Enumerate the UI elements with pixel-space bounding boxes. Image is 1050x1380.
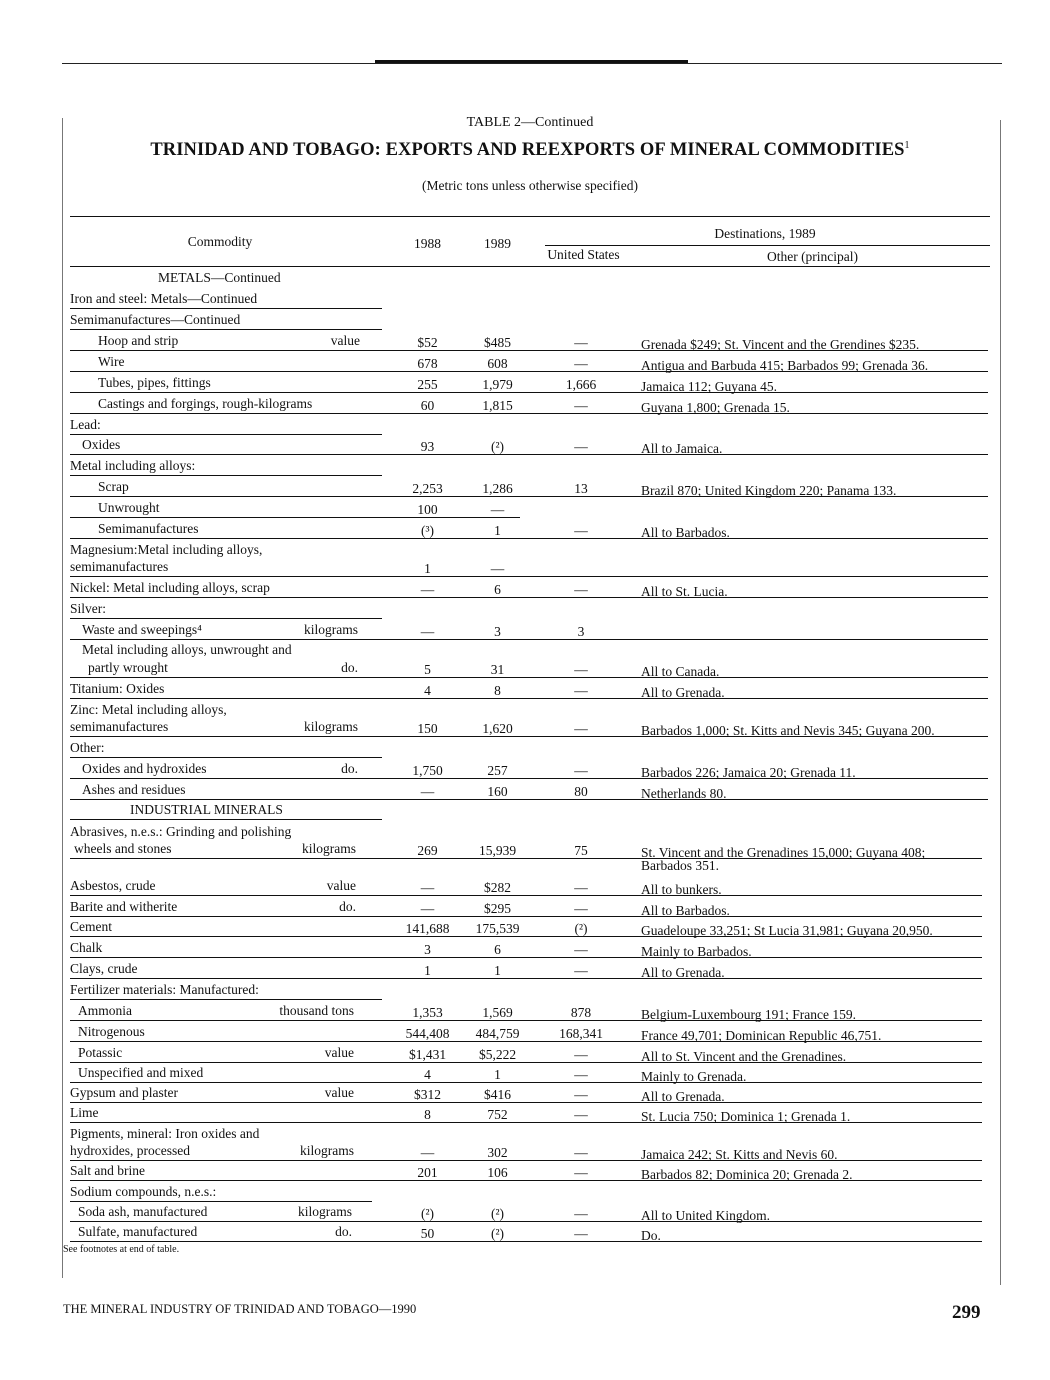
value-1988: (³) <box>420 523 435 538</box>
value-1988: 1,750 <box>412 763 443 778</box>
value-1988: $1,431 <box>408 1047 447 1062</box>
value-1988: 60 <box>420 398 435 413</box>
commodity-label: Unwrought <box>98 500 160 515</box>
value-1989: 8 <box>494 683 501 698</box>
table-row <box>0 454 1050 475</box>
value-other-principal: Brazil 870; United Kingdom 220; Panama 133. <box>641 483 897 498</box>
value-1988: 100 <box>417 502 438 517</box>
value-1989: 106 <box>487 1165 508 1180</box>
commodity-label: Nickel: Metal including alloys, scrap <box>70 580 270 595</box>
footnote-note: See footnotes at end of table. <box>63 1244 180 1255</box>
commodity-label: Barite and witherite <box>70 899 178 914</box>
value-1989: 1,815 <box>482 398 513 413</box>
value-1989: 15,939 <box>478 843 517 858</box>
table-row <box>0 287 1050 308</box>
value-1989: 752 <box>487 1107 508 1122</box>
commodity-label: semimanufactures <box>70 719 169 734</box>
value-united-states: 80 <box>574 784 588 799</box>
unit-label: do. <box>341 761 358 776</box>
value-other-principal: Barbados 351. <box>641 858 719 873</box>
value-1989: $295 <box>484 901 511 916</box>
commodity-label: semimanufactures <box>70 559 169 574</box>
header-united-states: United States <box>547 247 620 262</box>
value-united-states: (²) <box>574 921 588 936</box>
value-other-principal: All to Jamaica. <box>641 441 723 456</box>
value-other-principal: All to Grenada. <box>641 965 725 980</box>
commodity-label: Asbestos, crude <box>70 878 156 893</box>
table-row <box>0 798 1050 819</box>
commodity-label: Castings and forgings, rough-kilograms <box>98 396 313 411</box>
value-1988: 678 <box>417 356 438 371</box>
table-row <box>0 1159 1050 1180</box>
table-row <box>0 308 1050 329</box>
commodity-label: partly wrought <box>88 660 168 675</box>
unit-label: kilograms <box>304 622 358 637</box>
value-1989: $5,222 <box>478 1047 517 1062</box>
table-row <box>0 957 1050 978</box>
unit-label: do. <box>339 899 356 914</box>
commodity-label: Zinc: Metal including alloys, <box>70 702 227 717</box>
commodity-label: Potassic <box>78 1045 123 1060</box>
value-united-states: — <box>574 1165 588 1180</box>
commodity-label: Sulfate, manufactured <box>78 1224 198 1239</box>
commodity-label: Abrasives, n.e.s.: Grinding and polishing <box>70 824 292 839</box>
commodity-label: Semimanufactures <box>98 521 199 536</box>
value-1988: $52 <box>417 335 438 350</box>
value-1989: (²) <box>490 1226 505 1241</box>
table-row <box>0 475 1050 496</box>
value-other-principal: All to St. Lucia. <box>641 584 728 599</box>
commodity-label: INDUSTRIAL MINERALS <box>130 802 283 817</box>
table-row <box>0 1081 1050 1102</box>
value-1989: — <box>490 561 505 576</box>
table-row <box>0 778 1050 799</box>
value-other-principal: Belgium-Luxembourg 191; France 159. <box>641 1007 856 1022</box>
table-row <box>0 1020 1050 1041</box>
value-united-states: — <box>574 1206 588 1221</box>
value-1989: 608 <box>487 356 508 371</box>
top-thick-rule <box>375 60 688 63</box>
value-1989: $416 <box>484 1087 511 1102</box>
value-other-principal: All to United Kingdom. <box>641 1208 770 1223</box>
commodity-label: Oxides and hydroxides <box>82 761 207 776</box>
header-destinations: Destinations, 1989 <box>714 226 816 241</box>
value-united-states: — <box>574 942 588 957</box>
value-united-states: — <box>574 721 588 736</box>
value-other-principal: Do. <box>641 1228 661 1243</box>
value-1988: $312 <box>414 1087 441 1102</box>
commodity-label: Lead: <box>70 417 101 432</box>
table-row <box>0 329 1050 350</box>
commodity-label: Ammonia <box>78 1003 132 1018</box>
table-row <box>0 597 1050 618</box>
footer-title: THE MINERAL INDUSTRY OF TRINIDAD AND TOBAGO—1990 <box>63 1302 417 1316</box>
title-footnote-mark: 1 <box>904 140 910 151</box>
table-row <box>0 895 1050 916</box>
commodity-label: METALS—Continued <box>158 270 281 285</box>
value-1989: 257 <box>487 763 508 778</box>
value-united-states: — <box>574 439 588 454</box>
table-row <box>0 936 1050 957</box>
value-other-principal: Grenada $249; St. Vincent and the Grendines $235. <box>641 337 920 352</box>
value-1988: 201 <box>417 1165 438 1180</box>
row-rule <box>70 1241 982 1242</box>
value-other-principal: Barbados 1,000; St. Kitts and Nevis 345; Guyana 200. <box>641 723 935 738</box>
value-1989: 484,759 <box>475 1026 520 1041</box>
value-1988: — <box>420 582 435 597</box>
table-row <box>0 837 1050 858</box>
table-row <box>0 1180 1050 1201</box>
table-row <box>0 266 1050 287</box>
value-1988: 1 <box>424 561 431 576</box>
unit-label: kilograms <box>300 1143 354 1158</box>
value-1989: 1 <box>494 523 501 538</box>
value-1989: 1,569 <box>482 1005 513 1020</box>
header-commodity: Commodity <box>187 234 253 249</box>
value-united-states: 75 <box>574 843 588 858</box>
value-1988: 544,408 <box>405 1026 450 1041</box>
commodity-label: Metal including alloys, unwrought and <box>82 642 292 657</box>
value-other-principal: All to Barbados. <box>641 525 730 540</box>
unit-label: kilograms <box>304 719 358 734</box>
commodity-label: Pigments, mineral: Iron oxides and <box>70 1126 260 1141</box>
value-1989: 1,979 <box>482 377 513 392</box>
top-rule <box>62 63 1002 64</box>
value-other-principal: Mainly to Barbados. <box>641 944 752 959</box>
header-1988: 1988 <box>414 236 441 251</box>
value-other-principal: Netherlands 80. <box>641 786 727 801</box>
table-row <box>0 656 1050 677</box>
table-subtitle: (Metric tons unless otherwise specified) <box>422 178 638 193</box>
table-row <box>0 874 1050 895</box>
table-row <box>0 413 1050 434</box>
commodity-label: Clays, crude <box>70 961 138 976</box>
commodity-label: Hoop and strip <box>98 333 179 348</box>
value-united-states: — <box>574 1067 588 1082</box>
value-1988: 269 <box>417 843 438 858</box>
value-1988: 4 <box>424 1067 431 1082</box>
value-1988: 93 <box>420 439 435 454</box>
value-united-states: — <box>574 662 588 677</box>
table-row <box>0 1101 1050 1122</box>
commodity-label: Wire <box>98 354 125 369</box>
unit-label: thousand tons <box>279 1003 354 1018</box>
value-other-principal: Mainly to Grenada. <box>641 1069 747 1084</box>
table-row <box>0 576 1050 597</box>
table-row <box>0 1061 1050 1082</box>
unit-label: value <box>330 333 360 348</box>
value-united-states: — <box>574 335 588 350</box>
value-1989: 6 <box>494 582 501 597</box>
commodity-label: Unspecified and mixed <box>78 1065 204 1080</box>
value-other-principal: Barbados 82; Dominica 20; Grenada 2. <box>641 1167 853 1182</box>
value-other-principal: St. Vincent and the Grenadines 15,000; Guyana 408; <box>641 845 926 860</box>
commodity-label: Lime <box>70 1105 99 1120</box>
value-united-states: 878 <box>570 1005 592 1020</box>
value-1988: 8 <box>424 1107 431 1122</box>
value-united-states: 3 <box>577 624 585 639</box>
value-other-principal: Guadeloupe 33,251; St Lucia 31,981; Guyana 20,950. <box>641 923 933 938</box>
commodity-label: Cement <box>70 919 112 934</box>
value-1988: (²) <box>420 1206 435 1221</box>
value-1989: 1 <box>494 963 501 978</box>
value-1988: 1,353 <box>412 1005 443 1020</box>
value-1989: 1 <box>494 1067 501 1082</box>
value-united-states: — <box>574 963 588 978</box>
value-1989: (²) <box>490 1206 505 1221</box>
value-united-states: — <box>574 398 588 413</box>
table-row <box>0 677 1050 698</box>
header-1989: 1989 <box>484 236 511 251</box>
table-row <box>0 517 1050 538</box>
header-destinations-rule <box>545 245 990 246</box>
value-united-states: 1,666 <box>565 377 597 392</box>
value-united-states: — <box>574 1145 588 1160</box>
commodity-label: Ashes and residues <box>82 782 186 797</box>
unit-label: value <box>324 1085 354 1100</box>
header-other-principal: Other (principal) <box>766 249 859 264</box>
value-united-states: — <box>574 582 588 597</box>
value-other-principal: France 49,701; Dominican Republic 46,751. <box>641 1028 882 1043</box>
value-other-principal: Jamaica 242; St. Kitts and Nevis 60. <box>641 1147 838 1162</box>
unit-label: do. <box>335 1224 352 1239</box>
commodity-label: Iron and steel: Metals—Continued <box>70 291 258 306</box>
value-1988: — <box>420 784 435 799</box>
table-row <box>0 736 1050 757</box>
commodity-label: Waste and sweepings⁴ <box>82 622 202 637</box>
value-1988: 150 <box>417 721 438 736</box>
table-row <box>0 1220 1050 1241</box>
header-top-rule <box>70 216 990 217</box>
value-1988: 3 <box>424 942 431 957</box>
value-1989: $485 <box>484 335 511 350</box>
value-united-states: — <box>574 683 588 698</box>
commodity-label: Oxides <box>82 437 121 452</box>
value-other-principal: All to Grenada. <box>641 685 725 700</box>
commodity-label: Metal including alloys: <box>70 458 196 473</box>
title-text: TRINIDAD AND TOBAGO: EXPORTS AND REEXPORTS OF MINERAL COMMODITIES <box>150 140 905 161</box>
value-1989: 3 <box>494 624 501 639</box>
value-united-states: — <box>574 880 588 895</box>
value-1989: (²) <box>490 439 505 454</box>
value-1988: — <box>420 901 435 916</box>
commodity-label: Gypsum and plaster <box>70 1085 178 1100</box>
value-1989: 31 <box>490 662 505 677</box>
value-other-principal: All to Grenada. <box>641 1089 725 1104</box>
value-united-states: — <box>574 1047 588 1062</box>
table-row <box>0 1200 1050 1221</box>
commodity-label: Semimanufactures—Continued <box>70 312 241 327</box>
value-1988: — <box>420 1145 435 1160</box>
value-1988: 4 <box>424 683 431 698</box>
value-1989: $282 <box>484 880 511 895</box>
value-other-principal: All to St. Vincent and the Grenadines. <box>641 1049 847 1064</box>
value-1989: 6 <box>494 942 501 957</box>
value-other-principal: All to Canada. <box>641 664 720 679</box>
table-row <box>0 915 1050 936</box>
value-united-states: — <box>574 1226 588 1241</box>
value-1988: 255 <box>417 377 438 392</box>
commodity-label: Salt and brine <box>70 1163 145 1178</box>
unit-label: kilograms <box>302 841 356 856</box>
unit-label: kilograms <box>298 1204 352 1219</box>
table-row <box>0 433 1050 454</box>
table-title <box>0 140 1050 161</box>
commodity-label: hydroxides, processed <box>70 1143 190 1158</box>
value-1989: 160 <box>487 784 508 799</box>
value-1989: 175,539 <box>475 921 520 936</box>
value-other-principal: Antigua and Barbuda 415; Barbados 99; Grenada 36. <box>641 358 929 373</box>
value-1988: 141,688 <box>405 921 450 936</box>
value-united-states: — <box>574 356 588 371</box>
table-row <box>0 978 1050 999</box>
value-united-states: — <box>574 523 588 538</box>
table-row <box>0 618 1050 639</box>
unit-label: value <box>326 878 356 893</box>
value-1989: 1,286 <box>482 481 513 496</box>
commodity-label: Soda ash, manufactured <box>78 1204 208 1219</box>
page-number: 299 <box>952 1302 981 1323</box>
table-row <box>0 371 1050 392</box>
commodity-label: Sodium compounds, n.e.s.: <box>70 1184 217 1199</box>
value-1988: — <box>420 880 435 895</box>
table-row <box>0 350 1050 371</box>
table-row <box>0 555 1050 576</box>
value-other-principal: All to bunkers. <box>641 882 722 897</box>
value-other-principal: Barbados 226; Jamaica 20; Grenada 11. <box>641 765 856 780</box>
value-united-states: — <box>574 1107 588 1122</box>
value-1988: 50 <box>420 1226 435 1241</box>
value-united-states: — <box>574 1087 588 1102</box>
table-row <box>0 757 1050 778</box>
unit-label: do. <box>341 660 358 675</box>
commodity-label: Titanium: Oxides <box>70 681 165 696</box>
table-row <box>0 1139 1050 1160</box>
table-row <box>0 1041 1050 1062</box>
commodity-label: Chalk <box>70 940 103 955</box>
table-row <box>0 392 1050 413</box>
unit-label: value <box>324 1045 354 1060</box>
table-row <box>0 496 1050 517</box>
table-label: TABLE 2—Continued <box>466 115 594 130</box>
value-united-states: — <box>574 763 588 778</box>
value-1988: 2,253 <box>412 481 443 496</box>
value-1988: 5 <box>424 662 431 677</box>
commodity-label: Nitrogenous <box>78 1024 145 1039</box>
value-1988: 1 <box>424 963 431 978</box>
value-other-principal: Guyana 1,800; Grenada 15. <box>641 400 790 415</box>
commodity-label: Tubes, pipes, fittings <box>98 375 211 390</box>
value-1989: — <box>490 502 505 517</box>
value-1989: 1,620 <box>482 721 513 736</box>
value-other-principal: St. Lucia 750; Dominica 1; Grenada 1. <box>641 1109 851 1124</box>
commodity-label: Scrap <box>98 479 129 494</box>
commodity-label: Fertilizer materials: Manufactured: <box>70 982 259 997</box>
value-united-states: 168,341 <box>559 1026 603 1041</box>
value-other-principal: All to Barbados. <box>641 903 730 918</box>
commodity-label: Other: <box>70 740 105 755</box>
value-other-principal: Jamaica 112; Guyana 45. <box>641 379 777 394</box>
commodity-label: wheels and stones <box>74 841 172 856</box>
commodity-label: Magnesium:Metal including alloys, <box>70 542 263 557</box>
value-1989: 302 <box>487 1145 508 1160</box>
value-united-states: 13 <box>574 481 588 496</box>
value-united-states: — <box>574 901 588 916</box>
table-row <box>0 715 1050 736</box>
value-1988: — <box>420 624 435 639</box>
commodity-label: Silver: <box>70 601 106 616</box>
table-row <box>0 999 1050 1020</box>
